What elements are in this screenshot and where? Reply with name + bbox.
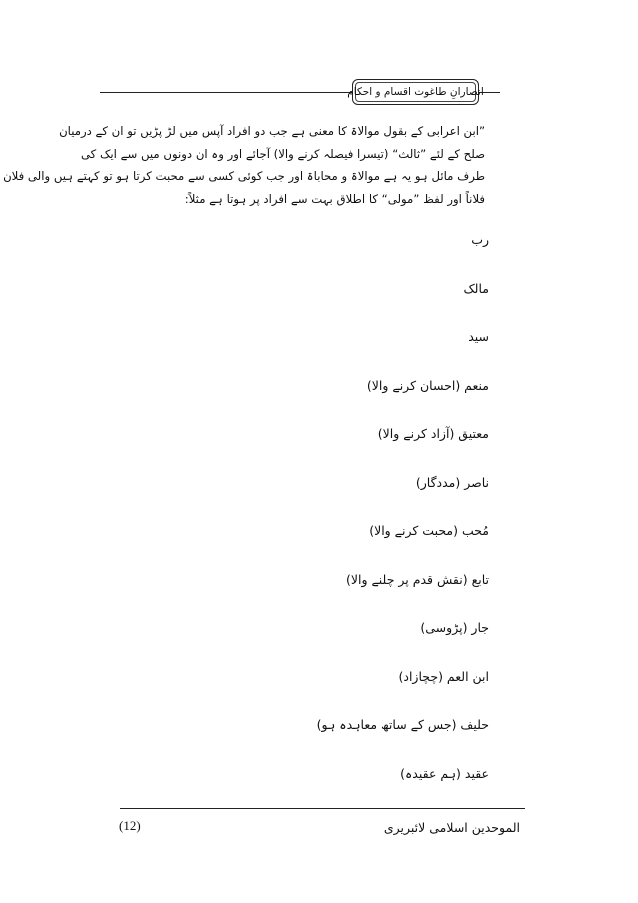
header-title: انصارانِ طاغوت اقسام و احکام [347,86,484,98]
meaning-item: رب [471,232,489,247]
paragraph-line: ”ابن اعرابی کے بقول موالاۃ کا معنی ہے جب دو افراد آپس میں لڑ پڑیں تو ان کے درمیان [59,124,485,138]
meaning-item: ناصر (مددگار) [415,474,489,490]
meanings-list [200,230,489,812]
meaning-item: معتیق (آزاد کرنے والا) [377,426,489,441]
meaning-item: سید [468,329,489,344]
meaning-item: منعم (احسان کرنے والا) [366,377,489,393]
intro-paragraph [3,120,485,210]
header-title-box [347,79,484,105]
paragraph-line: صلح کے لئے ”ثالث“ (تیسرا فیصلہ کرنے والا) آجائے اور وہ ان دونوں میں سے ایک کی [80,146,485,161]
meaning-item: عقید (ہم عقیدہ) [400,765,489,781]
paragraph-line: فلاناً اور لفظ ”مولی“ کا اطلاق بہت سے افراد پر ہوتا ہے مثلاً: [184,191,485,206]
meaning-item: مُحب (محبت کرنے والا) [369,523,489,538]
meaning-item: جار (پڑوسی) [420,620,489,635]
page-number: (12) [119,818,141,833]
meaning-item: ابن العم (چچازاد) [398,668,489,684]
footer-rule [120,808,525,809]
library-name: الموحدین اسلامی لائبریری [383,820,520,835]
paragraph-line: طرف مائل ہو یہ ہے موالاۃ و محاباۃ اور جب کوئی کسی سے محبت کرتا ہو تو کہتے ہیں والی فلان [3,169,485,183]
meaning-item: تابع (نقش قدم پر چلنے والا) [345,571,489,587]
meaning-item: مالک [463,280,489,296]
meaning-item: حلیف (جس کے ساتھ معاہدہ ہو) [316,717,489,732]
